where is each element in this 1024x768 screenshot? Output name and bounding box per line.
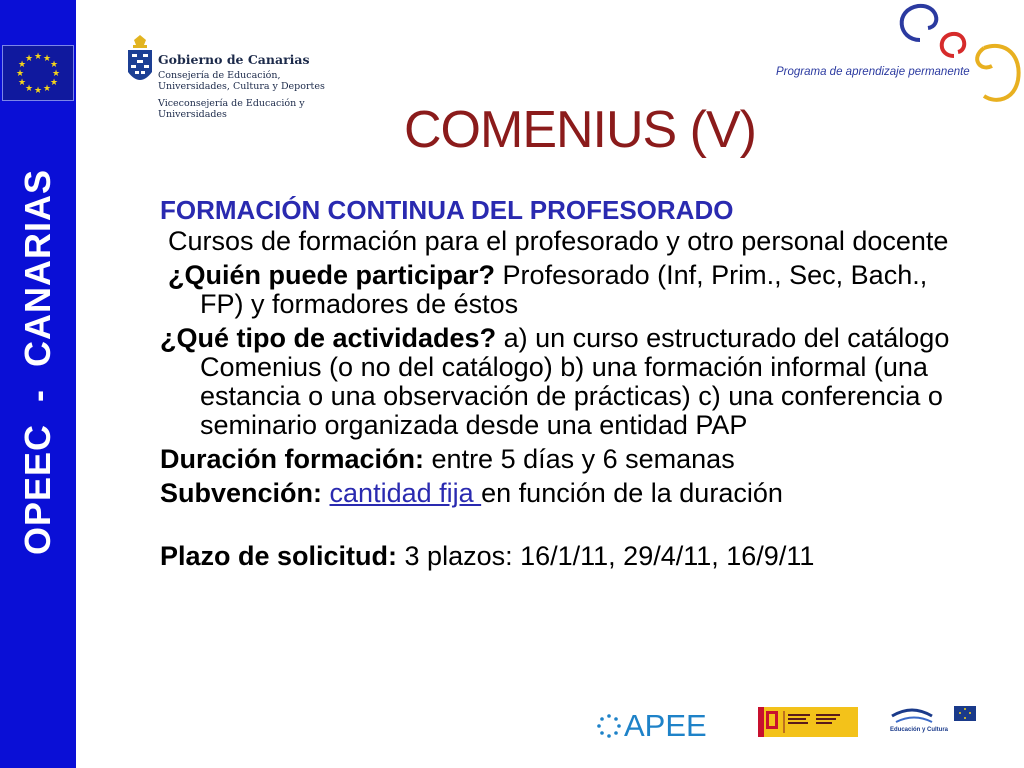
who-label: ¿Quién puede participar? [168, 260, 496, 290]
ministry-emblem-icon [758, 707, 858, 737]
paragraph-duration [160, 445, 970, 474]
svg-text:★: ★ [15, 69, 25, 79]
educacion-cultura-logo [888, 702, 978, 742]
spacer [160, 513, 970, 542]
gobierno-subtitle-2: Viceconsejería de Educación y Universidades [158, 98, 305, 120]
deadline-text: 3 plazos: 16/1/11, 29/4/11, 16/9/11 [397, 541, 815, 571]
svg-text:★: ★ [17, 78, 27, 88]
fixed-amount-link[interactable]: cantidad fija [329, 478, 482, 508]
ministry-logo [758, 707, 858, 737]
grant-text: en función de la duración [481, 478, 783, 508]
paragraph-courses [160, 227, 970, 256]
paragraph-grant [160, 479, 970, 508]
grant-label: Subvención: [160, 478, 323, 508]
gobierno-title: Gobierno de Canarias [158, 52, 310, 67]
activities-text: a) un curso estructurado del catálogo Comenius (o no del catálogo) b) una formación informal (una estancia o una observación de prácticas) c) una conferencia o seminario organizada desde una entidad PAP [200, 323, 950, 440]
sidebar [0, 0, 76, 768]
svg-text:★: ★ [33, 52, 43, 62]
who-text: Profesorado (Inf, Prim., Sec, Bach., FP) y formadores de éstos [200, 260, 928, 319]
slide-title: COMENIUS (V) [404, 101, 756, 159]
duration-text: entre 5 días y 6 semanas [424, 444, 735, 474]
svg-text:★: ★ [42, 84, 52, 94]
gobierno-canarias-logo [124, 34, 339, 124]
svg-text:★: ★ [17, 60, 27, 70]
slide-content [160, 196, 970, 576]
apee-text: APEE [624, 708, 707, 743]
svg-text:★: ★ [51, 69, 61, 79]
paragraph-deadline [160, 542, 970, 571]
svg-text:★: ★ [24, 54, 34, 64]
svg-text:★: ★ [33, 86, 43, 96]
svg-text:★: ★ [49, 60, 59, 70]
svg-text:★: ★ [24, 84, 34, 94]
paragraph-who [160, 261, 970, 319]
apee-dots-icon [596, 713, 622, 739]
section-heading: FORMACIÓN CONTINUA DEL PROFESORADO [160, 195, 734, 225]
activities-label: ¿Qué tipo de actividades? [160, 323, 497, 353]
courses-text: Cursos de formación para el profesorado y otro personal docente [168, 226, 949, 256]
sidebar-vertical-label: OPEEC - CANARIAS [17, 168, 58, 556]
llp-text: Programa de aprendizaje permanente [776, 66, 970, 78]
apee-logo [596, 704, 707, 748]
gobierno-subtitle: Consejería de Educación, Universidades, Cultura y Deportes [158, 70, 325, 92]
svg-text:★: ★ [42, 54, 52, 64]
duration-label: Duración formación: [160, 444, 425, 474]
llp-logo [770, 0, 1024, 110]
svg-text:★: ★ [49, 78, 59, 88]
llp-swirl-icon [770, 0, 1024, 110]
paragraph-activities [160, 324, 970, 440]
deadline-label: Plazo de solicitud: [160, 541, 398, 571]
educacion-cultura-icon [888, 702, 978, 728]
eu-flag-icon [2, 45, 74, 101]
canarias-crest-icon [124, 34, 156, 92]
educacion-cultura-text: Educación y Cultura [890, 727, 949, 733]
